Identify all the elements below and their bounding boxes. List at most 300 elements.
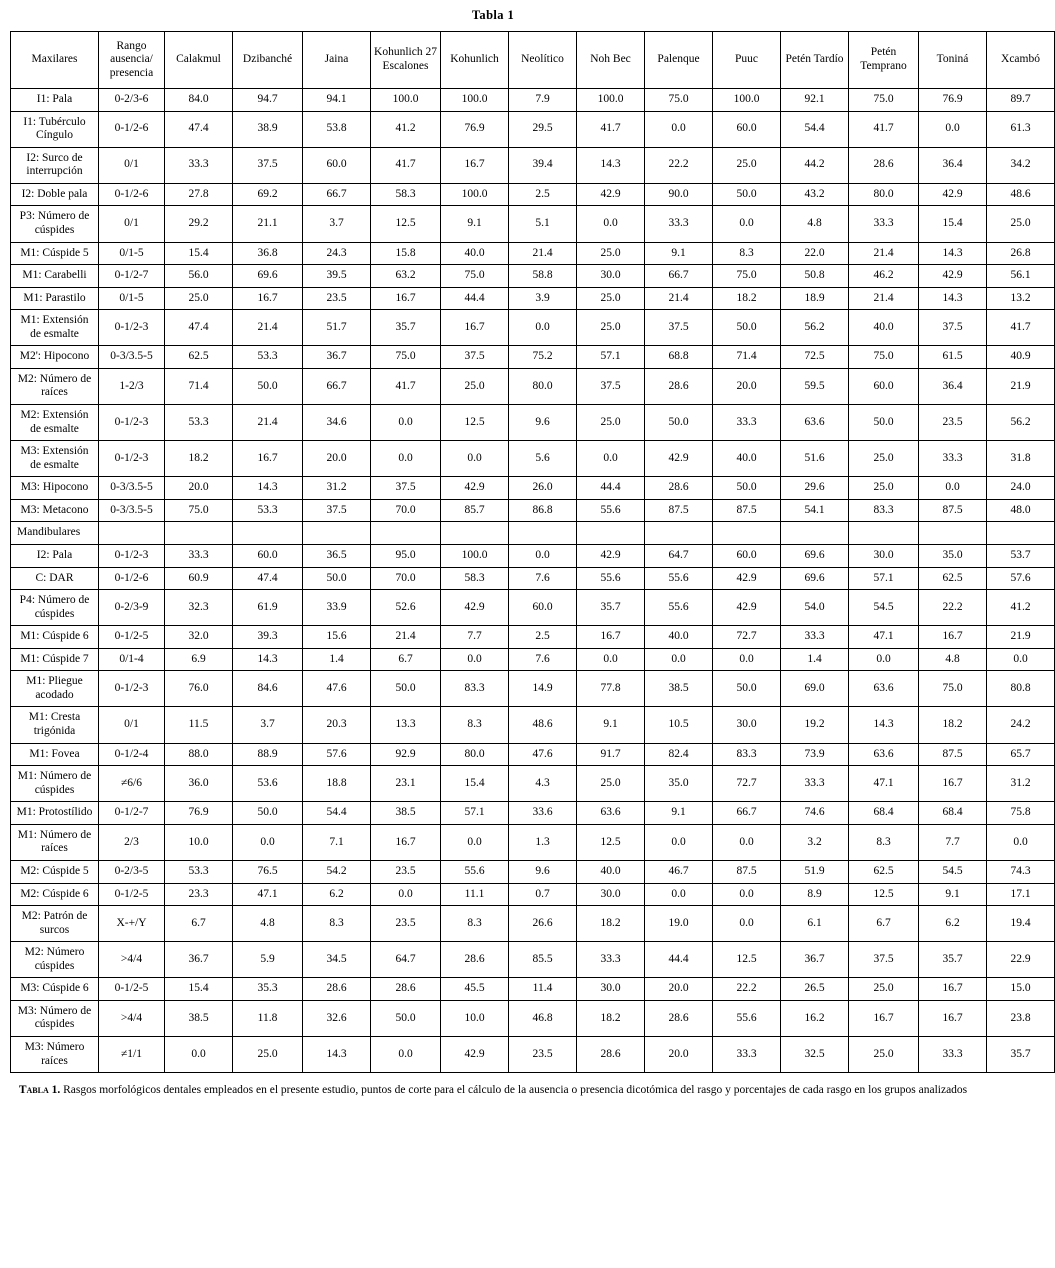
- trait-range-cell: 0/1: [99, 206, 165, 242]
- morphological-traits-table: [10, 31, 1055, 1073]
- trait-label-cell: I1: Tubérculo Cíngulo: [11, 111, 99, 147]
- value-cell: 53.3: [165, 405, 233, 441]
- value-cell: 47.4: [165, 111, 233, 147]
- trait-label-cell: M1: Protostílido: [11, 802, 99, 825]
- value-cell: 1.3: [509, 824, 577, 860]
- column-header-peten-tardio: Petén Tardío: [781, 32, 849, 89]
- column-header-jaina: Jaina: [303, 32, 371, 89]
- value-cell: 9.1: [577, 707, 645, 743]
- value-cell: 21.4: [233, 310, 303, 346]
- value-cell: 57.1: [577, 346, 645, 369]
- value-cell: 14.3: [233, 648, 303, 671]
- value-cell: 76.0: [165, 671, 233, 707]
- value-cell: 87.5: [713, 499, 781, 522]
- value-cell: 33.6: [509, 802, 577, 825]
- trait-range-cell: 0-3/3.5-5: [99, 346, 165, 369]
- value-cell: 71.4: [713, 346, 781, 369]
- value-cell: 1.4: [303, 648, 371, 671]
- value-cell: 46.7: [645, 860, 713, 883]
- value-cell: 36.4: [919, 368, 987, 404]
- value-cell: 48.6: [987, 183, 1055, 206]
- table-row: [11, 860, 1055, 883]
- trait-label-cell: M2: Cúspide 5: [11, 860, 99, 883]
- value-cell: 47.4: [233, 567, 303, 590]
- value-cell: 18.2: [577, 1000, 645, 1036]
- value-cell: 59.5: [781, 368, 849, 404]
- value-cell: 25.0: [849, 441, 919, 477]
- trait-label-cell: M3: Número de cúspides: [11, 1000, 99, 1036]
- value-cell: 6.9: [165, 648, 233, 671]
- value-cell: 15.0: [987, 978, 1055, 1001]
- value-cell: 29.6: [781, 477, 849, 500]
- value-cell: 40.9: [987, 346, 1055, 369]
- value-cell: 73.9: [781, 743, 849, 766]
- value-cell: 35.7: [987, 1037, 1055, 1073]
- value-cell: 38.5: [371, 802, 441, 825]
- value-cell: 33.3: [165, 544, 233, 567]
- value-cell: 23.5: [303, 287, 371, 310]
- value-cell: 63.2: [371, 265, 441, 288]
- value-cell: 21.9: [987, 626, 1055, 649]
- value-cell: 83.3: [441, 671, 509, 707]
- value-cell: 61.3: [987, 111, 1055, 147]
- value-cell: 12.5: [577, 824, 645, 860]
- value-cell: 16.7: [441, 310, 509, 346]
- value-cell: 33.3: [713, 1037, 781, 1073]
- table-row: [11, 567, 1055, 590]
- value-cell: 26.5: [781, 978, 849, 1001]
- table-row: [11, 441, 1055, 477]
- value-cell: 100.0: [441, 89, 509, 112]
- value-cell: 33.3: [577, 942, 645, 978]
- value-cell: 36.7: [303, 346, 371, 369]
- value-cell: 40.0: [441, 242, 509, 265]
- value-cell: 33.3: [919, 441, 987, 477]
- trait-label-cell: M3: Extensión de esmalte: [11, 441, 99, 477]
- trait-range-cell: 0-1/2-6: [99, 183, 165, 206]
- value-cell: 62.5: [165, 346, 233, 369]
- trait-label-cell: M3: Metacono: [11, 499, 99, 522]
- value-cell: 28.6: [303, 978, 371, 1001]
- value-cell: 0.0: [645, 824, 713, 860]
- value-cell: 51.9: [781, 860, 849, 883]
- value-cell: 9.6: [509, 405, 577, 441]
- value-cell: 31.2: [303, 477, 371, 500]
- value-cell: 42.9: [577, 183, 645, 206]
- value-cell: 60.0: [509, 590, 577, 626]
- value-cell: 0.0: [509, 544, 577, 567]
- trait-range-cell: 1-2/3: [99, 368, 165, 404]
- value-cell: 0.7: [509, 883, 577, 906]
- value-cell: [233, 522, 303, 545]
- value-cell: 22.0: [781, 242, 849, 265]
- value-cell: 11.1: [441, 883, 509, 906]
- value-cell: 6.1: [781, 906, 849, 942]
- value-cell: 90.0: [645, 183, 713, 206]
- value-cell: 80.0: [509, 368, 577, 404]
- value-cell: 53.7: [987, 544, 1055, 567]
- value-cell: 60.0: [713, 111, 781, 147]
- value-cell: 0.0: [371, 405, 441, 441]
- value-cell: 0.0: [987, 824, 1055, 860]
- value-cell: 23.5: [371, 860, 441, 883]
- value-cell: 88.9: [233, 743, 303, 766]
- table-row: [11, 942, 1055, 978]
- value-cell: 35.0: [919, 544, 987, 567]
- value-cell: 13.2: [987, 287, 1055, 310]
- value-cell: 70.0: [371, 499, 441, 522]
- value-cell: 62.5: [849, 860, 919, 883]
- value-cell: 14.9: [509, 671, 577, 707]
- value-cell: 26.6: [509, 906, 577, 942]
- value-cell: 25.0: [577, 766, 645, 802]
- value-cell: 87.5: [645, 499, 713, 522]
- column-header-calakmul: Calakmul: [165, 32, 233, 89]
- value-cell: 69.0: [781, 671, 849, 707]
- value-cell: 64.7: [371, 942, 441, 978]
- table-row: [11, 1000, 1055, 1036]
- value-cell: 50.0: [371, 671, 441, 707]
- value-cell: 100.0: [713, 89, 781, 112]
- table-row: [11, 648, 1055, 671]
- value-cell: 47.1: [849, 766, 919, 802]
- value-cell: 30.0: [577, 978, 645, 1001]
- value-cell: 42.9: [919, 265, 987, 288]
- value-cell: 9.1: [645, 242, 713, 265]
- value-cell: 87.5: [919, 499, 987, 522]
- value-cell: 64.7: [645, 544, 713, 567]
- value-cell: 32.3: [165, 590, 233, 626]
- value-cell: 32.5: [781, 1037, 849, 1073]
- value-cell: 9.1: [441, 206, 509, 242]
- value-cell: 4.8: [919, 648, 987, 671]
- value-cell: 47.6: [509, 743, 577, 766]
- value-cell: 56.0: [165, 265, 233, 288]
- value-cell: 36.7: [781, 942, 849, 978]
- table-row: [11, 1037, 1055, 1073]
- table-row: [11, 89, 1055, 112]
- value-cell: 23.1: [371, 766, 441, 802]
- value-cell: [919, 522, 987, 545]
- value-cell: 25.0: [987, 206, 1055, 242]
- value-cell: 55.6: [577, 499, 645, 522]
- trait-label-cell: I2: Doble pala: [11, 183, 99, 206]
- value-cell: 3.7: [233, 707, 303, 743]
- value-cell: 0.0: [441, 441, 509, 477]
- value-cell: 0.0: [371, 441, 441, 477]
- value-cell: 50.0: [233, 802, 303, 825]
- trait-label-cell: M1: Fovea: [11, 743, 99, 766]
- value-cell: 56.2: [987, 405, 1055, 441]
- table-row: [11, 310, 1055, 346]
- value-cell: 60.0: [233, 544, 303, 567]
- value-cell: 16.7: [233, 287, 303, 310]
- value-cell: 0.0: [919, 477, 987, 500]
- value-cell: 20.3: [303, 707, 371, 743]
- trait-label-cell: M3: Número raíces: [11, 1037, 99, 1073]
- value-cell: 6.2: [919, 906, 987, 942]
- value-cell: 84.0: [165, 89, 233, 112]
- value-cell: 44.4: [577, 477, 645, 500]
- value-cell: 41.7: [577, 111, 645, 147]
- value-cell: 58.3: [371, 183, 441, 206]
- value-cell: 87.5: [919, 743, 987, 766]
- value-cell: 2.5: [509, 183, 577, 206]
- value-cell: 69.2: [233, 183, 303, 206]
- trait-range-cell: X-+/Y: [99, 906, 165, 942]
- value-cell: [645, 522, 713, 545]
- value-cell: 66.7: [303, 183, 371, 206]
- value-cell: 16.7: [919, 626, 987, 649]
- value-cell: 2.5: [509, 626, 577, 649]
- value-cell: 8.3: [441, 906, 509, 942]
- value-cell: 0.0: [713, 824, 781, 860]
- trait-range-cell: 0-1/2-3: [99, 671, 165, 707]
- trait-label-cell: M1: Número de raíces: [11, 824, 99, 860]
- value-cell: 28.6: [577, 1037, 645, 1073]
- value-cell: 21.4: [849, 242, 919, 265]
- value-cell: 56.2: [781, 310, 849, 346]
- value-cell: 38.9: [233, 111, 303, 147]
- value-cell: 41.7: [371, 147, 441, 183]
- value-cell: 54.0: [781, 590, 849, 626]
- value-cell: 45.5: [441, 978, 509, 1001]
- value-cell: 11.8: [233, 1000, 303, 1036]
- value-cell: 25.0: [577, 310, 645, 346]
- value-cell: 50.0: [849, 405, 919, 441]
- column-header-xcambo: Xcambó: [987, 32, 1055, 89]
- trait-range-cell: 0-1/2-5: [99, 626, 165, 649]
- table-row: [11, 626, 1055, 649]
- value-cell: 5.6: [509, 441, 577, 477]
- trait-label-cell: M1: Extensión de esmalte: [11, 310, 99, 346]
- value-cell: 19.0: [645, 906, 713, 942]
- value-cell: 21.4: [371, 626, 441, 649]
- value-cell: 24.2: [987, 707, 1055, 743]
- trait-range-cell: 0-1/2-3: [99, 544, 165, 567]
- value-cell: 29.5: [509, 111, 577, 147]
- value-cell: 6.7: [849, 906, 919, 942]
- value-cell: 42.9: [441, 477, 509, 500]
- trait-range-cell: ≠6/6: [99, 766, 165, 802]
- value-cell: 86.8: [509, 499, 577, 522]
- trait-range-cell: 0-2/3-9: [99, 590, 165, 626]
- trait-range-cell: 0-1/2-6: [99, 567, 165, 590]
- trait-label-cell: M2: Número cúspides: [11, 942, 99, 978]
- value-cell: 25.0: [441, 368, 509, 404]
- table-row: [11, 111, 1055, 147]
- value-cell: 47.1: [233, 883, 303, 906]
- value-cell: 30.0: [577, 265, 645, 288]
- trait-range-cell: 0-1/2-7: [99, 802, 165, 825]
- value-cell: [713, 522, 781, 545]
- value-cell: 0.0: [441, 648, 509, 671]
- value-cell: 33.3: [781, 626, 849, 649]
- value-cell: 75.0: [371, 346, 441, 369]
- table-row: [11, 802, 1055, 825]
- value-cell: 63.6: [849, 671, 919, 707]
- value-cell: 0.0: [713, 906, 781, 942]
- value-cell: 23.8: [987, 1000, 1055, 1036]
- value-cell: [441, 522, 509, 545]
- table-row: [11, 346, 1055, 369]
- value-cell: 37.5: [849, 942, 919, 978]
- value-cell: 69.6: [781, 567, 849, 590]
- value-cell: 11.5: [165, 707, 233, 743]
- value-cell: 47.1: [849, 626, 919, 649]
- value-cell: 0.0: [233, 824, 303, 860]
- trait-range-cell: 2/3: [99, 824, 165, 860]
- trait-label-cell: M2: Patrón de surcos: [11, 906, 99, 942]
- value-cell: 50.0: [713, 183, 781, 206]
- value-cell: 75.0: [849, 89, 919, 112]
- value-cell: 16.7: [371, 824, 441, 860]
- value-cell: 94.1: [303, 89, 371, 112]
- value-cell: 76.5: [233, 860, 303, 883]
- table-row: [11, 206, 1055, 242]
- value-cell: 11.4: [509, 978, 577, 1001]
- value-cell: 76.9: [165, 802, 233, 825]
- value-cell: 25.0: [849, 477, 919, 500]
- value-cell: 89.7: [987, 89, 1055, 112]
- value-cell: 77.8: [577, 671, 645, 707]
- value-cell: 12.5: [441, 405, 509, 441]
- value-cell: 94.7: [233, 89, 303, 112]
- value-cell: 16.7: [233, 441, 303, 477]
- value-cell: 33.3: [645, 206, 713, 242]
- table-row: [11, 743, 1055, 766]
- value-cell: 3.9: [509, 287, 577, 310]
- value-cell: 63.6: [577, 802, 645, 825]
- value-cell: 44.2: [781, 147, 849, 183]
- value-cell: 36.0: [165, 766, 233, 802]
- value-cell: 36.4: [919, 147, 987, 183]
- value-cell: 53.6: [233, 766, 303, 802]
- column-header-peten-temprano: Petén Temprano: [849, 32, 919, 89]
- value-cell: [781, 522, 849, 545]
- value-cell: 41.7: [371, 368, 441, 404]
- value-cell: 7.7: [441, 626, 509, 649]
- value-cell: 42.9: [441, 1037, 509, 1073]
- table-row: [11, 265, 1055, 288]
- value-cell: 51.7: [303, 310, 371, 346]
- value-cell: 38.5: [645, 671, 713, 707]
- value-cell: 50.0: [713, 477, 781, 500]
- trait-range-cell: 0/1: [99, 147, 165, 183]
- value-cell: 50.0: [713, 671, 781, 707]
- table-row: [11, 287, 1055, 310]
- value-cell: 37.5: [233, 147, 303, 183]
- table-row: [11, 183, 1055, 206]
- trait-label-cell: M3: Hipocono: [11, 477, 99, 500]
- value-cell: 12.5: [713, 942, 781, 978]
- table-row: [11, 766, 1055, 802]
- trait-range-cell: 0-2/3-5: [99, 860, 165, 883]
- value-cell: 22.2: [919, 590, 987, 626]
- value-cell: 84.6: [233, 671, 303, 707]
- value-cell: [987, 522, 1055, 545]
- value-cell: 37.5: [303, 499, 371, 522]
- value-cell: 75.8: [987, 802, 1055, 825]
- value-cell: 41.7: [849, 111, 919, 147]
- value-cell: 50.0: [645, 405, 713, 441]
- value-cell: 60.9: [165, 567, 233, 590]
- value-cell: 12.5: [371, 206, 441, 242]
- value-cell: 16.7: [577, 626, 645, 649]
- value-cell: 53.3: [233, 346, 303, 369]
- value-cell: 37.5: [645, 310, 713, 346]
- value-cell: 26.0: [509, 477, 577, 500]
- value-cell: 14.3: [233, 477, 303, 500]
- value-cell: 74.6: [781, 802, 849, 825]
- table-row: [11, 477, 1055, 500]
- value-cell: 100.0: [441, 544, 509, 567]
- value-cell: 39.3: [233, 626, 303, 649]
- value-cell: 25.0: [577, 287, 645, 310]
- value-cell: 37.5: [919, 310, 987, 346]
- value-cell: 7.7: [919, 824, 987, 860]
- value-cell: 83.3: [849, 499, 919, 522]
- value-cell: 83.3: [713, 743, 781, 766]
- value-cell: 52.6: [371, 590, 441, 626]
- column-header-dzibanche: Dzibanché: [233, 32, 303, 89]
- value-cell: 15.4: [165, 978, 233, 1001]
- value-cell: [577, 522, 645, 545]
- table-row: [11, 883, 1055, 906]
- value-cell: 16.2: [781, 1000, 849, 1036]
- trait-range-cell: 0-1/2-5: [99, 883, 165, 906]
- value-cell: 35.7: [919, 942, 987, 978]
- value-cell: 18.8: [303, 766, 371, 802]
- value-cell: 66.7: [303, 368, 371, 404]
- value-cell: 54.5: [919, 860, 987, 883]
- value-cell: 15.8: [371, 242, 441, 265]
- value-cell: 33.3: [781, 766, 849, 802]
- value-cell: 32.6: [303, 1000, 371, 1036]
- value-cell: 42.9: [577, 544, 645, 567]
- value-cell: 3.7: [303, 206, 371, 242]
- value-cell: 30.0: [577, 883, 645, 906]
- value-cell: [509, 522, 577, 545]
- value-cell: 41.2: [371, 111, 441, 147]
- value-cell: 25.0: [713, 147, 781, 183]
- value-cell: 55.6: [577, 567, 645, 590]
- value-cell: 41.2: [987, 590, 1055, 626]
- value-cell: 55.6: [645, 567, 713, 590]
- value-cell: 69.6: [781, 544, 849, 567]
- value-cell: 57.6: [987, 567, 1055, 590]
- value-cell: 5.9: [233, 942, 303, 978]
- value-cell: 40.0: [713, 441, 781, 477]
- value-cell: 62.5: [919, 567, 987, 590]
- trait-label-cell: M1: Cúspide 5: [11, 242, 99, 265]
- value-cell: 34.6: [303, 405, 371, 441]
- value-cell: 0.0: [645, 883, 713, 906]
- trait-range-cell: 0-1/2-7: [99, 265, 165, 288]
- value-cell: 54.4: [781, 111, 849, 147]
- value-cell: 37.5: [371, 477, 441, 500]
- value-cell: 33.3: [713, 405, 781, 441]
- value-cell: 43.2: [781, 183, 849, 206]
- value-cell: 8.9: [781, 883, 849, 906]
- value-cell: 32.0: [165, 626, 233, 649]
- value-cell: 16.7: [371, 287, 441, 310]
- value-cell: 28.6: [645, 368, 713, 404]
- value-cell: 4.8: [233, 906, 303, 942]
- value-cell: 55.6: [645, 590, 713, 626]
- trait-label-cell: I2: Surco de interrupción: [11, 147, 99, 183]
- value-cell: 42.9: [713, 590, 781, 626]
